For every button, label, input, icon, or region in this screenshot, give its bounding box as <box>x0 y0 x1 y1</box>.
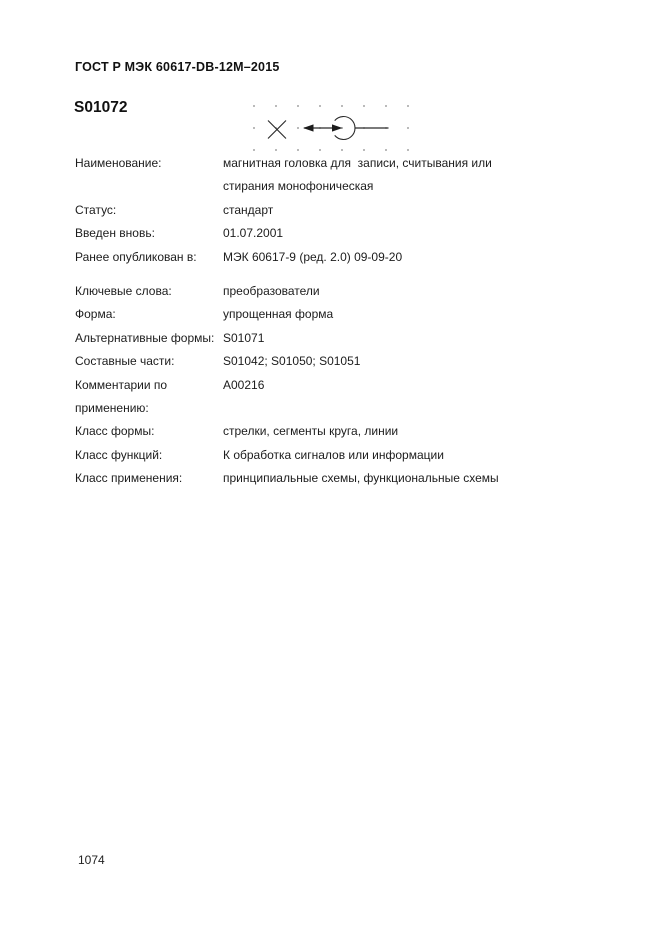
detail-row-alternative-forms <box>75 327 545 350</box>
document-title: ГОСТ Р МЭК 60617-DB-12M–2015 <box>75 60 280 74</box>
detail-label: Комментарии по применению: <box>75 377 168 416</box>
detail-row-previously-published <box>75 246 545 269</box>
x-mark-icon <box>268 121 286 139</box>
detail-value: упрощенная форма <box>223 307 334 322</box>
detail-value: К обработка сигналов или информации <box>223 447 444 462</box>
detail-label: Класс применения: <box>75 471 183 486</box>
detail-value: S01042; S01050; S01051 <box>223 354 361 369</box>
detail-value: стрелки, сегменты круга, линии <box>223 424 399 439</box>
detail-row-keywords <box>75 280 545 303</box>
detail-label: Наименование: <box>75 156 162 170</box>
detail-value: стандарт <box>223 202 274 217</box>
details-list <box>75 152 545 491</box>
symbol-id-heading: S01072 <box>74 99 128 116</box>
detail-row-function-class <box>75 444 545 467</box>
detail-label: Класс формы: <box>75 424 155 439</box>
page-number: 1074 <box>78 853 105 867</box>
detail-value: преобразователи <box>223 284 320 299</box>
detail-value: принципиальные схемы, функциональные схемы <box>223 471 499 486</box>
magnetic-head-symbol-icon <box>243 92 418 158</box>
detail-label: Класс функций: <box>75 447 163 462</box>
detail-value: магнитная головка для записи, считывания или стирания монофоническая <box>223 156 496 194</box>
double-arrow-icon <box>303 124 343 131</box>
detail-row-form <box>75 303 545 326</box>
detail-label: Форма: <box>75 307 116 322</box>
detail-row-shape-class <box>75 420 545 443</box>
detail-row-application-comments <box>75 374 545 421</box>
detail-label: Составные части: <box>75 354 175 369</box>
symbol-figure <box>243 92 418 158</box>
detail-value: 01.07.2001 <box>223 226 284 241</box>
detail-value: A00216 <box>223 377 265 392</box>
detail-row-introduced <box>75 222 545 245</box>
detail-label: Альтернативные формы: <box>75 330 215 345</box>
detail-value: S01071 <box>223 330 265 345</box>
detail-value: МЭК 60617-9 (ред. 2.0) 09-09-20 <box>223 249 403 264</box>
detail-row-name <box>75 152 545 199</box>
detail-row-application-class <box>75 467 545 490</box>
detail-label: Ключевые слова: <box>75 284 172 299</box>
detail-label: Введен вновь: <box>75 226 155 241</box>
detail-label: Ранее опубликован в: <box>75 249 197 264</box>
detail-label: Статус: <box>75 202 117 217</box>
detail-row-components <box>75 350 545 373</box>
detail-row-status <box>75 199 545 222</box>
